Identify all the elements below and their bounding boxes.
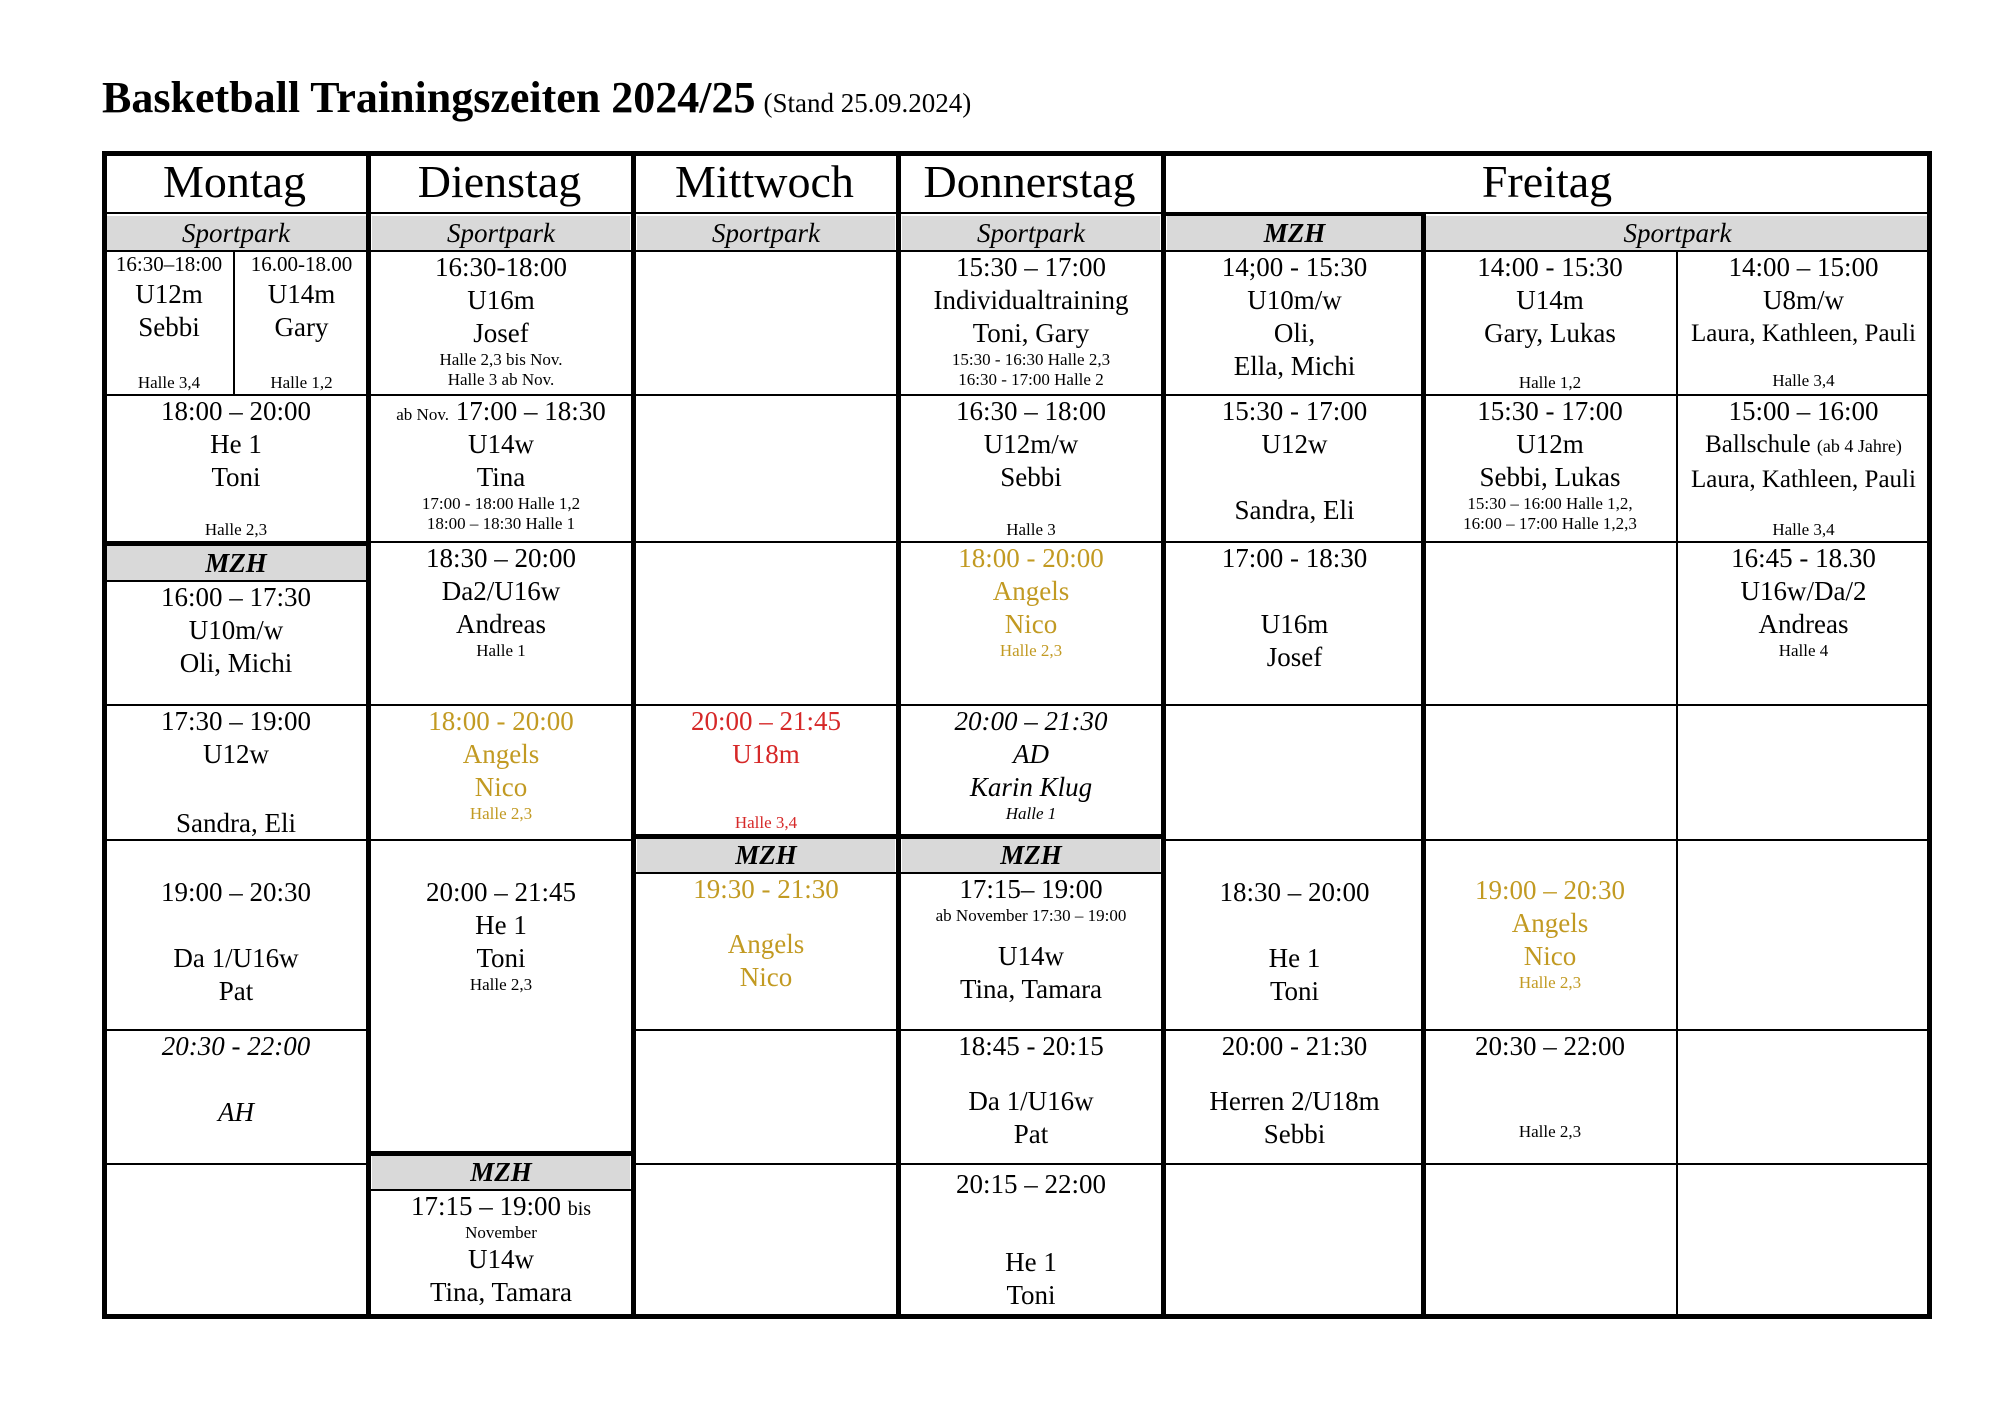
slot-freitag-u12m: 15:30 - 17:00 U12m Sebbi, Lukas 15:30 – 16:00 Halle 1,2, 16:00 – 17:00 Halle 1,2,3 — [1463, 396, 1637, 533]
header-mittwoch: Mittwoch — [675, 156, 854, 207]
row-line — [102, 1029, 369, 1031]
slot-freitag-u16w: 16:45 - 18.30 U16w/Da/2 Andreas Halle 4 — [1731, 543, 1876, 660]
venue-freitag-sportpark: Sportpark — [1426, 216, 1929, 251]
row-line — [367, 1189, 634, 1191]
venue-line — [102, 250, 1932, 252]
slot-donnerstag-da1: 18:45 - 20:15 Da 1/U16w Pat — [958, 1031, 1104, 1149]
row-line — [367, 1151, 634, 1156]
header-donnerstag: Donnerstag — [923, 156, 1136, 207]
slot-freitag-herren2: 20:00 - 21:30 Herren 2/U18m Sebbi — [1209, 1031, 1380, 1149]
title-stand: (Stand 25.09.2024) — [763, 88, 972, 118]
slot-montag-da1: 19:00 – 20:30 Da 1/U16w Pat — [160, 877, 311, 1006]
row-line — [102, 394, 369, 396]
header-freitag: Freitag — [1481, 156, 1613, 207]
row-line — [367, 704, 634, 706]
slot-montag-u12m: 16:30–18:00 U12m Sebbi Halle 3,4 — [115, 252, 223, 392]
schedule-table — [102, 151, 1932, 1318]
row-line — [102, 1163, 369, 1165]
col-sep — [631, 151, 636, 1319]
row-line — [367, 541, 634, 543]
slot-donnerstag-u12mw: 16:30 – 18:00 U12m/w Sebbi Halle 3 — [955, 396, 1106, 539]
slot-dienstag-he1: 20:00 – 21:45 He 1 Toni Halle 2,3 — [425, 877, 576, 994]
row-line — [632, 1163, 899, 1165]
slot-dienstag-da2: 18:30 – 20:00 Da2/U16w Andreas Halle 1 — [425, 543, 576, 660]
row-line — [897, 541, 1164, 543]
venue-dienstag-sportpark: Sportpark — [372, 216, 630, 251]
slot-donnerstag-angels: 18:00 - 20:00 Angels Nico Halle 2,3 — [958, 543, 1104, 660]
slot-freitag-ballschule: 15:00 – 16:00 Ballschule (ab 4 Jahre) Laura, Kathleen, Pauli Halle 3,4 — [1691, 396, 1916, 539]
row-line — [1162, 541, 1932, 543]
slot-montag-he1: 18:00 – 20:00 He 1 Toni Halle 2,3 — [160, 396, 311, 539]
col-sep — [366, 151, 371, 1319]
slot-freitag-u10mw: 14;00 - 15:30 U10m/w Oli, Ella, Michi — [1221, 252, 1368, 381]
venue-donnerstag-sportpark: Sportpark — [902, 216, 1160, 251]
slot-montag-u10mw: 16:00 – 17:30 U10m/w Oli, Michi — [160, 582, 311, 678]
slot-dienstag-u16m: 16:30-18:00 U16m Josef Halle 2,3 bis Nov. Halle 3 ab Nov. — [435, 252, 567, 389]
slot-dienstag-u14w-bis-nov: 17:15 – 19:00 bis November U14w Tina, Tamara — [410, 1191, 592, 1307]
venue-montag-mzh: MZH — [105, 546, 367, 581]
header-dienstag: Dienstag — [417, 156, 582, 207]
row-line — [897, 394, 1164, 396]
venue-freitag-mzh: MZH — [1167, 216, 1422, 251]
slot-montag-u14m: 16.00-18.00 U14m Gary Halle 1,2 — [250, 252, 353, 392]
col-sep-fri-mzh — [1421, 213, 1426, 1317]
border-bottom — [102, 1314, 1932, 1319]
row-line — [632, 394, 899, 396]
border-top — [102, 151, 1932, 156]
row-line — [1162, 1163, 1932, 1165]
slot-donnerstag-u14w: 17:15– 19:00 ab November 17:30 – 19:00 U14w Tina, Tamara — [935, 874, 1127, 1004]
page-title — [102, 72, 971, 123]
row-line — [632, 1029, 899, 1031]
row-line — [897, 834, 1164, 839]
row-line — [1162, 1029, 1932, 1031]
row-line — [102, 580, 369, 582]
row-line — [632, 704, 899, 706]
slot-freitag-he1: 18:30 – 20:00 He 1 Toni — [1219, 877, 1370, 1006]
venue-mittwoch-mzh: MZH — [637, 838, 895, 873]
row-line — [1162, 839, 1932, 841]
slot-donnerstag-ad: 20:00 – 21:30 AD Karin Klug Halle 1 — [954, 706, 1108, 823]
slot-montag-ah: 20:30 - 22:00 AH — [161, 1031, 311, 1127]
slot-donnerstag-individualtraining: 15:30 – 17:00 Individualtraining Toni, Gary 15:30 - 16:30 Halle 2,3 16:30 - 17:00 Halle 2 — [933, 252, 1129, 389]
slot-freitag-2030: 20:30 – 22:00 Halle 2,3 — [1474, 1031, 1625, 1141]
border-right — [1927, 151, 1932, 1319]
row-line — [632, 872, 899, 874]
row-line — [897, 1029, 1164, 1031]
title-main: Basketball Trainingszeiten 2024/25 — [102, 73, 756, 122]
row-line — [632, 834, 899, 839]
row-line — [102, 839, 369, 841]
venue-donnerstag-mzh: MZH — [902, 838, 1160, 873]
col-sep — [1161, 151, 1166, 1319]
row-line — [102, 704, 369, 706]
slot-montag-u12w: 17:30 – 19:00 U12w Sandra, Eli — [160, 706, 311, 838]
header-line — [102, 212, 1932, 214]
header-montag: Montag — [162, 156, 307, 207]
row-line — [897, 1163, 1164, 1165]
slot-dienstag-angels: 18:00 - 20:00 Angels Nico Halle 2,3 — [428, 706, 574, 823]
slot-mittwoch-u18m: 20:00 – 21:45 U18m Halle 3,4 — [690, 706, 841, 832]
row-line — [1162, 704, 1932, 706]
slot-mittwoch-angels: 19:30 - 21:30 Angels Nico — [693, 874, 839, 992]
slot-freitag-u16m: 17:00 - 18:30 U16m Josef — [1221, 543, 1368, 672]
header-line-fri — [1162, 212, 1422, 216]
slot-freitag-angels: 19:00 – 20:30 Angels Nico Halle 2,3 — [1474, 875, 1625, 992]
slot-donnerstag-he1: 20:15 – 22:00 He 1 Toni — [955, 1169, 1106, 1310]
row-line — [897, 872, 1164, 874]
venue-mittwoch-sportpark: Sportpark — [637, 216, 895, 251]
border-left — [102, 151, 107, 1319]
col-sep — [896, 151, 901, 1319]
row-line — [102, 541, 369, 546]
row-line — [367, 394, 634, 396]
row-line — [367, 839, 634, 841]
venue-dienstag-mzh: MZH — [372, 1155, 630, 1190]
row-line — [1162, 394, 1932, 396]
col-sep-fri-sp — [1676, 251, 1678, 1317]
row-line — [897, 704, 1164, 706]
slot-dienstag-u14w-ab-nov: ab Nov. 17:00 – 18:30 U14w Tina 17:00 - 18:00 Halle 1,2 18:00 – 18:30 Halle 1 — [396, 396, 606, 533]
row-line — [632, 541, 899, 543]
venue-montag-sportpark: Sportpark — [105, 216, 367, 251]
col-sep-mon — [233, 251, 235, 395]
slot-freitag-u8mw: 14:00 – 15:00 U8m/w Laura, Kathleen, Pauli Halle 3,4 — [1691, 252, 1916, 390]
slot-freitag-u14m: 14:00 - 15:30 U14m Gary, Lukas Halle 1,2 — [1477, 252, 1623, 392]
slot-freitag-u12w: 15:30 - 17:00 U12w Sandra, Eli — [1221, 396, 1368, 525]
